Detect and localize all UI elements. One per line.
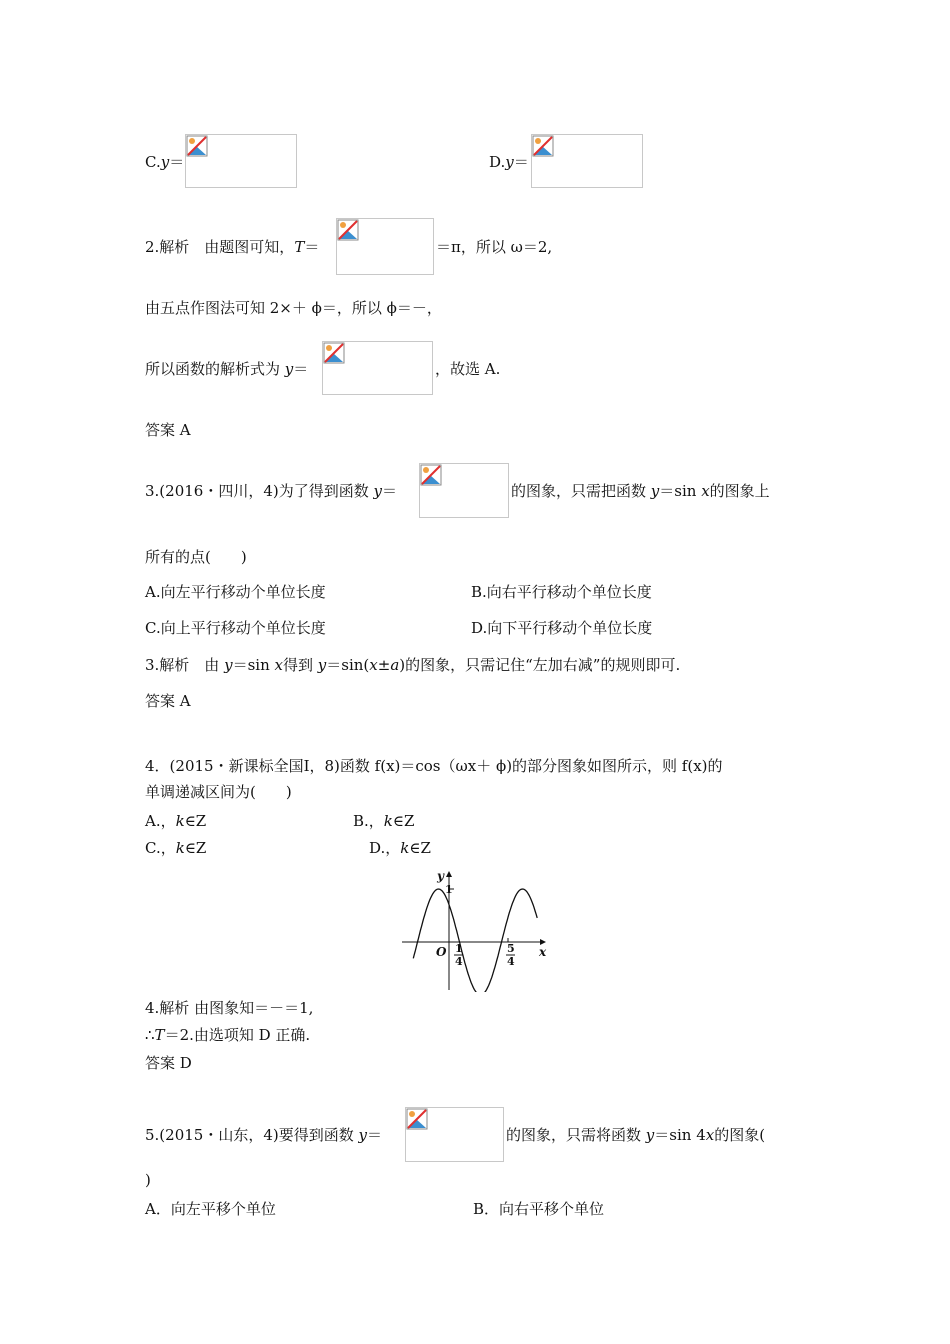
formula-image-placeholder <box>405 1107 504 1162</box>
q4-solution-line2: ∴T＝2.由选项知 D 正确. <box>145 1026 311 1044</box>
q2-answer: 答案 A <box>145 421 191 439</box>
q4-solution-line1: 4.解析 由图象知＝－＝1, <box>145 999 314 1017</box>
q4-option-c: C.，k∈Z <box>145 839 207 857</box>
q3-stem-end: 的图象，只需把函数 y＝sin x的图象上 <box>511 482 770 500</box>
q3-stem: 3.(2016・四川，4)为了得到函数 y＝ <box>145 482 398 500</box>
q5-stem: 5.(2015・山东，4)要得到函数 y＝ <box>145 1126 383 1144</box>
q3-solution: 3.解析 由 y＝sin x得到 y＝sin(x±a)的图象，只需记住“左加右减”的规则即可. <box>145 656 681 674</box>
q4-stem-line1: 4．(2015・新课标全国Ⅰ，8)函数 f(x)＝cos（ωx＋ ϕ)的部分图象如图所示，则 f(x)的 <box>145 757 723 775</box>
q2-solution-line3: 所以函数的解析式为 y＝ <box>145 360 309 378</box>
q3-option-b: B.向右平行移动个单位长度 <box>471 583 652 601</box>
q1-option-c: C.y＝ <box>145 153 185 171</box>
tick-b-denominator: 4 <box>507 955 515 968</box>
tick-b-numerator: 5 <box>507 942 515 955</box>
q2-solution-line1: 2.解析 由题图可知，T＝ <box>145 238 320 256</box>
q2-solution-line3-end: ，故选 A. <box>435 360 501 378</box>
q3-option-c: C.向上平行移动个单位长度 <box>145 619 326 637</box>
q4-cosine-graph <box>396 866 552 992</box>
x-axis-label: x <box>539 945 547 959</box>
formula-image-placeholder <box>531 134 643 188</box>
formula-image-placeholder <box>419 463 509 518</box>
broken-image-icon <box>420 464 442 486</box>
q4-option-b: B.，k∈Z <box>353 812 415 830</box>
q2-solution-line2: 由五点作图法可知 2×＋ ϕ＝，所以 ϕ＝－， <box>145 299 442 317</box>
q5-option-b: B．向右平移个单位 <box>473 1200 605 1218</box>
q3-stem-line2: 所有的点( ) <box>145 548 247 566</box>
broken-image-icon <box>323 342 345 364</box>
formula-image-placeholder <box>322 341 433 395</box>
tick-a-numerator: 1 <box>455 942 463 955</box>
y-axis-label: y <box>437 869 444 883</box>
q5-stem-end: 的图象，只需将函数 y＝sin 4x的图象( <box>506 1126 766 1144</box>
origin-label: O <box>436 945 447 959</box>
q1-option-d: D.y＝ <box>489 153 529 171</box>
tick-a-denominator: 4 <box>455 955 463 968</box>
broken-image-icon <box>532 135 554 157</box>
q4-stem-line2: 单调递减区间为( ) <box>145 783 292 801</box>
q4-option-a: A.，k∈Z <box>145 812 207 830</box>
broken-image-icon <box>406 1108 428 1130</box>
cosine-curve <box>413 889 537 992</box>
q2-solution-line1-end: ＝π，所以 ω＝2, <box>436 238 553 256</box>
q4-option-d: D.，k∈Z <box>369 839 431 857</box>
q5-stem-line2: ) <box>145 1171 151 1189</box>
q3-answer: 答案 A <box>145 692 191 710</box>
q5-option-a: A．向左平移个单位 <box>145 1200 276 1218</box>
y-axis-arrow <box>446 871 452 877</box>
q3-option-a: A.向左平行移动个单位长度 <box>145 583 326 601</box>
broken-image-icon <box>337 219 359 241</box>
formula-image-placeholder <box>185 134 297 188</box>
tick-one-label: 1 <box>445 883 453 896</box>
formula-image-placeholder <box>336 218 434 275</box>
q3-option-d: D.向下平行移动个单位长度 <box>471 619 653 637</box>
broken-image-icon <box>186 135 208 157</box>
q4-answer: 答案 D <box>145 1054 192 1072</box>
